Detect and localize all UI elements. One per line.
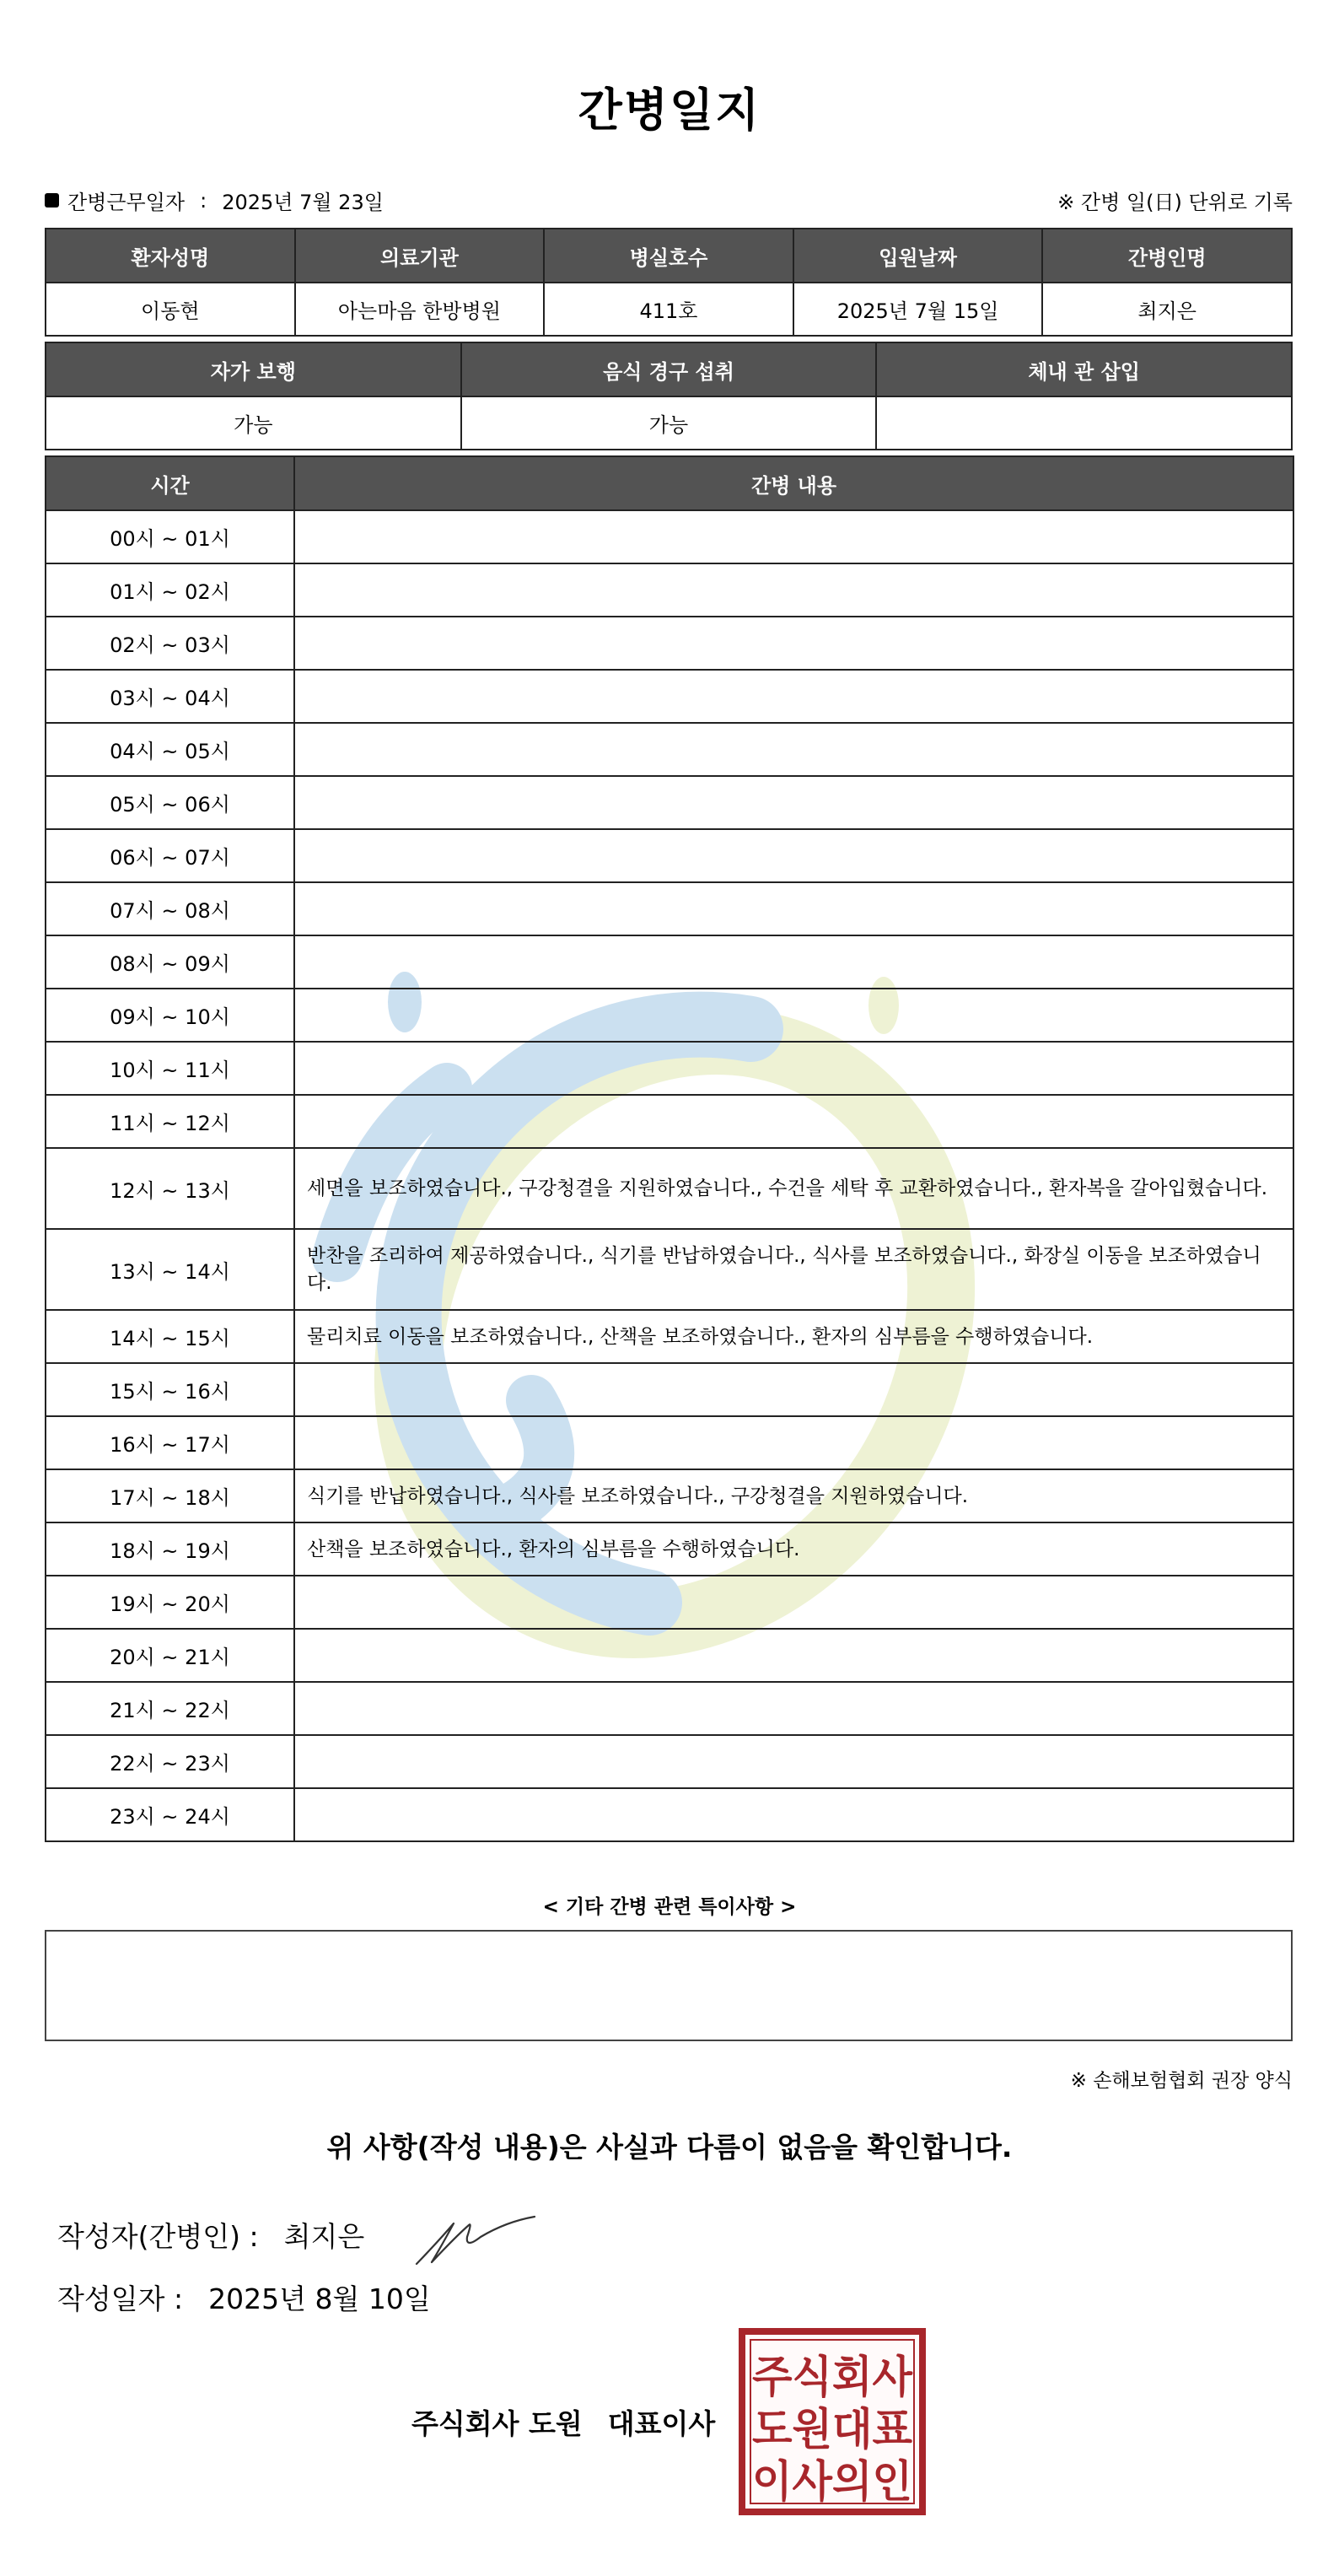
- time-cell: 04시 ~ 05시: [46, 723, 294, 776]
- care-content-cell: [294, 1416, 1293, 1469]
- company-name: 주식회사 도원: [411, 2407, 583, 2440]
- table-row: [46, 1735, 1293, 1788]
- time-cell: 14시 ~ 15시: [46, 1310, 294, 1363]
- header-self-walking: 자가 보행: [46, 342, 461, 396]
- writer-line: [57, 2215, 364, 2255]
- time-cell: 21시 ~ 22시: [46, 1682, 294, 1735]
- daily-record-note: ※ 간병 일(日) 단위로 기록: [1057, 191, 1293, 214]
- svg-text:주식회사: 주식회사: [752, 2352, 913, 2403]
- care-content-cell: [294, 1363, 1293, 1416]
- care-content-cell: [294, 882, 1293, 935]
- time-cell: 00시 ~ 01시: [46, 510, 294, 563]
- time-cell: 18시 ~ 19시: [46, 1522, 294, 1576]
- time-cell: 23시 ~ 24시: [46, 1788, 294, 1841]
- time-cell: 20시 ~ 21시: [46, 1629, 294, 1682]
- care-content-cell: [294, 510, 1293, 563]
- table-row: [46, 1042, 1293, 1095]
- table-row: [46, 1629, 1293, 1682]
- document-title: 간병일지: [578, 84, 761, 137]
- written-date-value: 2025년 8월 10일: [208, 2282, 431, 2315]
- table-row: [46, 776, 1293, 829]
- care-content-cell: [294, 617, 1293, 670]
- care-content-cell: [294, 563, 1293, 617]
- header-medical-institution: 의료기관: [295, 229, 545, 283]
- time-cell: 17시 ~ 18시: [46, 1469, 294, 1522]
- care-content-cell: [294, 1735, 1293, 1788]
- care-log-header-row: [46, 456, 1293, 510]
- work-date-separator: :: [200, 188, 207, 213]
- care-content-cell: [294, 1629, 1293, 1682]
- table-row: [46, 670, 1293, 723]
- patient-info-table: [45, 228, 1293, 337]
- table-row: [46, 1095, 1293, 1148]
- care-content-cell: 물리치료 이동을 보조하였습니다., 산책을 보조하였습니다., 환자의 심부름을 수행하였습니다.: [294, 1310, 1293, 1363]
- time-cell: 06시 ~ 07시: [46, 829, 294, 882]
- patient-status-table: [45, 342, 1293, 450]
- work-date-value: 2025년 7월 23일: [222, 191, 384, 214]
- care-content-cell: 산책을 보조하였습니다., 환자의 심부름을 수행하였습니다.: [294, 1522, 1293, 1576]
- written-date-label: 작성일자 :: [57, 2282, 184, 2315]
- time-cell: 19시 ~ 20시: [46, 1576, 294, 1629]
- time-cell: 03시 ~ 04시: [46, 670, 294, 723]
- table-row: [46, 1310, 1293, 1363]
- confirmation-statement: 위 사항(작성 내용)은 사실과 다름이 없음을 확인합니다.: [326, 2131, 1013, 2164]
- care-content-cell: [294, 1042, 1293, 1095]
- care-content-cell: [294, 935, 1293, 989]
- time-cell: 07시 ~ 08시: [46, 882, 294, 935]
- patient-name: 이동현: [46, 283, 295, 336]
- table-row: [46, 1363, 1293, 1416]
- table-row: [46, 510, 1293, 563]
- special-notes-title: < 기타 간병 관련 특이사항 >: [542, 1896, 797, 1918]
- company-signature-line: [411, 2402, 715, 2442]
- time-cell: 01시 ~ 02시: [46, 563, 294, 617]
- header-caregiver-name: 간병인명: [1042, 229, 1292, 283]
- care-content-cell: [294, 1682, 1293, 1735]
- table-row: [46, 723, 1293, 776]
- time-cell: 10시 ~ 11시: [46, 1042, 294, 1095]
- table-row: [46, 1416, 1293, 1469]
- care-content-cell: [294, 989, 1293, 1042]
- care-content-cell: [294, 670, 1293, 723]
- written-date-line: [57, 2277, 431, 2317]
- header-time: 시간: [46, 456, 294, 510]
- table-row: [46, 1576, 1293, 1629]
- patient-status-value-row: [46, 396, 1292, 450]
- time-cell: 09시 ~ 10시: [46, 989, 294, 1042]
- care-content-cell: 식기를 반납하였습니다., 식사를 보조하였습니다., 구강청결을 지원하였습니다.: [294, 1469, 1293, 1522]
- table-row: [46, 1788, 1293, 1841]
- svg-text:이사의인: 이사의인: [752, 2457, 912, 2508]
- table-row: [46, 882, 1293, 935]
- header-room-number: 병실호수: [544, 229, 793, 283]
- time-cell: 05시 ~ 06시: [46, 776, 294, 829]
- special-notes-box: [45, 1930, 1293, 2041]
- patient-info-header-row: [46, 229, 1292, 283]
- signature-mark: [413, 2212, 540, 2271]
- table-row: [46, 1229, 1293, 1310]
- svg-text:도원대표: 도원대표: [752, 2405, 912, 2455]
- care-content-cell: [294, 723, 1293, 776]
- time-cell: 12시 ~ 13시: [46, 1148, 294, 1229]
- table-row: [46, 1469, 1293, 1522]
- medical-institution: 아는마음 한방병원: [295, 283, 545, 336]
- header-oral-intake: 음식 경구 섭취: [461, 342, 877, 396]
- care-content-cell: 세면을 보조하였습니다., 구강청결을 지원하였습니다., 수건을 세탁 후 교환하였습니다., 환자복을 갈아입혔습니다.: [294, 1148, 1293, 1229]
- work-date-label: 간병근무일자: [67, 191, 186, 214]
- admission-date: 2025년 7월 15일: [793, 283, 1043, 336]
- table-row: [46, 935, 1293, 989]
- oral-intake-value: 가능: [461, 396, 877, 450]
- table-row: [46, 563, 1293, 617]
- patient-status-header-row: [46, 342, 1292, 396]
- meta-row: [45, 186, 1293, 219]
- time-cell: 11시 ~ 12시: [46, 1095, 294, 1148]
- care-log-table: [45, 455, 1294, 1842]
- time-cell: 22시 ~ 23시: [46, 1735, 294, 1788]
- header-admission-date: 입원날짜: [793, 229, 1043, 283]
- tube-insertion-value: [876, 396, 1292, 450]
- company-representative-title: 대표이사: [607, 2407, 716, 2440]
- header-tube-insertion: 체내 관 삽입: [876, 342, 1292, 396]
- table-row: [46, 1682, 1293, 1735]
- time-cell: 08시 ~ 09시: [46, 935, 294, 989]
- header-care-content: 간병 내용: [294, 456, 1293, 510]
- company-seal-stamp: [737, 2326, 928, 2517]
- writer-label: 작성자(간병인) :: [57, 2220, 259, 2253]
- table-row: [46, 1522, 1293, 1576]
- caregiver-name: 최지은: [1042, 283, 1292, 336]
- patient-info-value-row: [46, 283, 1292, 336]
- care-content-cell: [294, 1576, 1293, 1629]
- care-content-cell: [294, 829, 1293, 882]
- header-patient-name: 환자성명: [46, 229, 295, 283]
- work-date-group: [45, 186, 384, 215]
- writer-name: 최지은: [283, 2220, 365, 2253]
- table-row: [46, 1148, 1293, 1229]
- table-row: [46, 617, 1293, 670]
- table-row: [46, 829, 1293, 882]
- time-cell: 15시 ~ 16시: [46, 1363, 294, 1416]
- bullet-square-icon: [45, 193, 59, 207]
- care-content-cell: [294, 776, 1293, 829]
- care-content-cell: [294, 1095, 1293, 1148]
- form-source-note: ※ 손해보험협회 권장 양식: [1070, 2070, 1293, 2092]
- care-content-cell: 반찬을 조리하여 제공하였습니다., 식기를 반납하였습니다., 식사를 보조하였습니다., 화장실 이동을 보조하였습니다.: [294, 1229, 1293, 1310]
- time-cell: 13시 ~ 14시: [46, 1229, 294, 1310]
- room-number: 411호: [544, 283, 793, 336]
- time-cell: 02시 ~ 03시: [46, 617, 294, 670]
- table-row: [46, 989, 1293, 1042]
- time-cell: 16시 ~ 17시: [46, 1416, 294, 1469]
- care-content-cell: [294, 1788, 1293, 1841]
- self-walking-value: 가능: [46, 396, 461, 450]
